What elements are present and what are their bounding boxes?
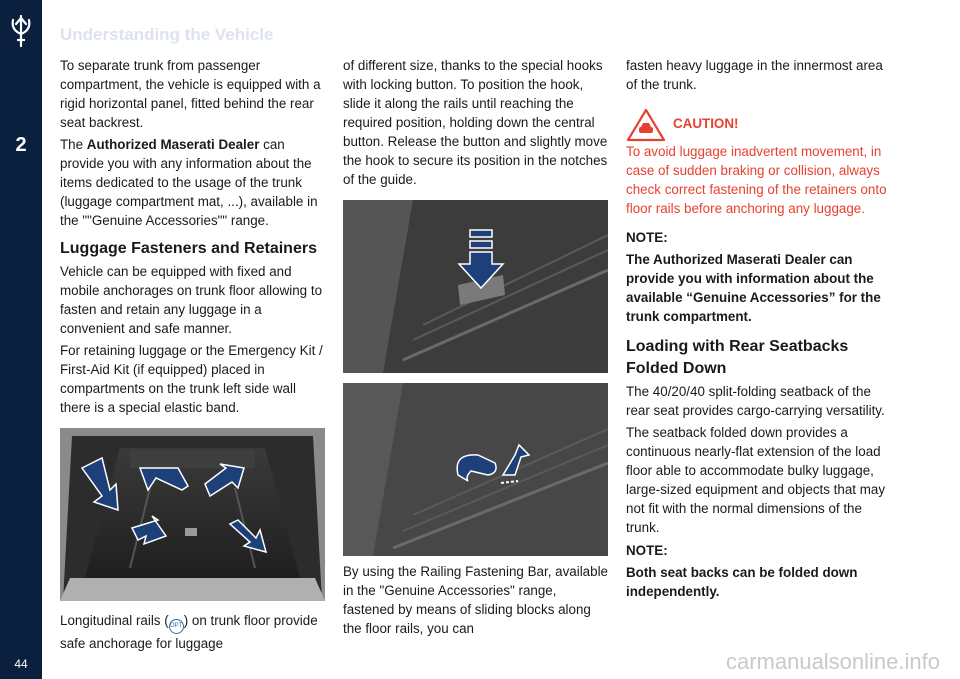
page-number: 44 [14,657,28,671]
note-label: NOTE: [626,543,668,558]
caution-box [626,108,894,142]
paragraph: fasten heavy luggage in the innermost area of the trunk. [626,58,883,92]
trunk-photo [60,428,325,601]
paragraph: The 40/20/40 split-folding seatback of the rear seat provides cargo-carrying versatility. [626,384,885,418]
column-1 [60,56,328,656]
paragraph: The seatback folded down provides a continuous nearly-flat extension of the load floor able to accommodate bulky luggage, large-sized equipment and objects that may not fit with the normal dimensions of the trunk. [626,425,886,535]
dealer-bold: Authorized Maserati Dealer [86,137,260,152]
note-text: Both seat backs can be folded down independently. [626,565,858,599]
column-2 [343,56,608,641]
column-3 [626,56,894,604]
note-text: The Authorized Maserati Dealer can provide you with information about the available “Genuine Accessories” for the trunk compartment. [626,252,881,324]
caution-label: CAUTION! [673,116,739,131]
page-title: Understanding the Vehicle [60,25,274,44]
section-heading: Luggage Fasteners and Retainers [60,240,317,257]
caution-text: To avoid luggage inadvertent movement, in case of sudden braking or collision, always check correct fastening of the retainers onto floor rails before anchoring any luggage. [626,144,887,216]
paragraph: For retaining luggage or the Emergency Kit / First-Aid Kit (if equipped) placed in compartments on the trunk left side wall there is a special elastic band. [60,343,323,415]
warning-triangle-icon [626,108,666,142]
rail-hook-photo-2 [343,383,608,556]
opt-icon: OPT [169,619,184,634]
trident-logo-icon [7,14,35,48]
note-label: NOTE: [626,230,668,245]
section-heading: Loading with Rear Seatbacks Folded Down [626,338,849,377]
paragraph: The Authorized Maserati Dealer can provide you with any information about the items dedicated to the usage of the trunk (luggage compartment mat, ...), available in the ""Genuine Accessories"" range. [60,137,318,228]
chapter-number: 2 [15,134,27,156]
photo-caption: Longitudinal rails (OPT) on trunk floor provide safe anchorage for luggage [60,613,318,651]
watermark: carmanualsonline.info [725,649,940,674]
paragraph: To separate trunk from passenger compartment, the vehicle is equipped with a rigid horizontal panel, fitted behind the rear seat backrest. [60,58,321,130]
rail-hook-photo-1 [343,200,608,373]
paragraph: Vehicle can be equipped with fixed and mobile anchorages on trunk floor allowing to fasten and retain any luggage in a convenient and safe manner. [60,264,323,336]
sidebar [0,0,42,679]
paragraph: By using the Railing Fastening Bar, available in the "Genuine Accessories" range, fastened by means of sliding blocks along the floor rails, you can [343,564,608,636]
paragraph: of different size, thanks to the special hooks with locking button. To position the hook, slide it along the rails until reaching the required position, holding down the central button. Release the button and slightly move the hook to secure its position in the notches of the guide. [343,58,608,187]
